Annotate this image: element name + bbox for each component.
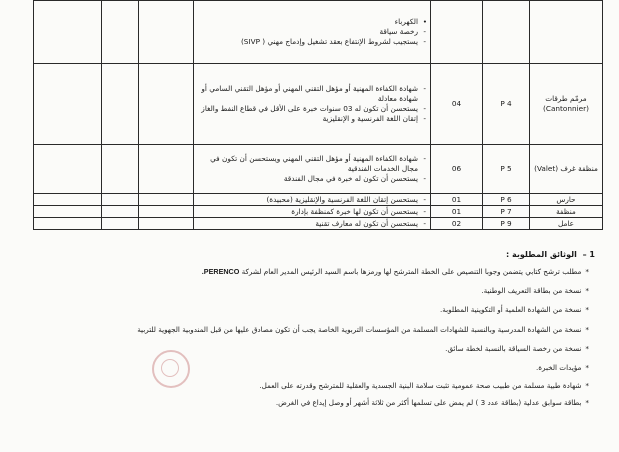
post-code-cell — [483, 1, 530, 64]
condition-item: - شهادة الكفاءة المهنية أو مؤهل التقني المهني أو مؤهل التقني السامي أو شهادة معادلة — [197, 84, 427, 104]
bullet-icon: * — [585, 305, 589, 314]
empty-cell — [34, 64, 102, 145]
conditions-cell — [194, 64, 431, 145]
section-title: الوثائق المطلوبة : — [506, 250, 577, 259]
empty-cell — [102, 218, 139, 230]
document-item: *مؤيدات الخبرة. — [536, 363, 589, 372]
document-item: *مطلب ترشح كتابي يتضمن وجوبا التنصيص على الخطة المترشح لها ورمزها باسم السيد الرئيس المدير العام لشركة PERENCO. — [201, 267, 589, 276]
bullet-icon: * — [585, 381, 589, 390]
bullet-icon: * — [585, 363, 589, 372]
empty-cell — [34, 206, 102, 218]
post-count-cell: 02 — [431, 218, 483, 230]
post-count-cell: 01 — [431, 206, 483, 218]
empty-cell — [139, 194, 194, 206]
condition-item: - يستجيب لشروط الإنتفاع بعقد تشغيل وإدماج مهني ( SIVP) — [197, 37, 427, 47]
condition-item: - شهادة الكفاءة المهنية أو مؤهل التقني المهني ويستحسن أن تكون في مجال الخدمات الفندقية — [197, 154, 427, 174]
table-row — [34, 194, 603, 206]
section-number: 1 – — [582, 250, 595, 259]
document-item: *شهادة طبية مسلمة من طبيب صحة عمومية تثبت سلامة البنية الجسدية والعقلية للمترشح وقدرته على العمل. — [259, 381, 589, 390]
post-count-cell — [431, 1, 483, 64]
bullet-icon: * — [585, 398, 589, 407]
document-item: *نسخة من رخصة السياقة بالنسبة لخطة سائق. — [445, 344, 589, 353]
empty-cell — [139, 218, 194, 230]
bullet-icon: * — [585, 325, 589, 334]
condition-item: • الكهرباء — [197, 17, 427, 27]
empty-cell — [139, 1, 194, 64]
conditions-cell — [194, 194, 431, 206]
empty-cell — [102, 194, 139, 206]
condition-item: - يستحسن أن تكون له خبرة في مجال الفندقة — [197, 174, 427, 184]
document-item: *نسخة من الشهادة العلمية أو التكوينية المطلوبة. — [440, 305, 589, 314]
post-name-cell: عامل — [530, 218, 603, 230]
post-count-cell: 04 — [431, 64, 483, 145]
company-name: PERENCO. — [201, 267, 240, 276]
condition-item: - يستحسن أن تكون له 03 سنوات خبرة على الأقل في قطاع النفط والغاز — [197, 104, 427, 114]
condition-item: - إتقان اللغة الفرنسية و الإنقليزية — [197, 114, 427, 124]
empty-cell — [34, 218, 102, 230]
empty-cell — [34, 145, 102, 194]
table-row — [34, 218, 603, 230]
official-stamp-icon — [152, 350, 190, 388]
condition-item: - رخصة سياقة — [197, 27, 427, 37]
post-code-cell: P 7 — [483, 206, 530, 218]
conditions-cell — [194, 145, 431, 194]
table-row — [34, 145, 603, 194]
post-code-cell: P 4 — [483, 64, 530, 145]
bullet-icon: * — [585, 344, 589, 353]
post-name-cell: مرمّم طرقات (Cantonnier) — [530, 64, 603, 145]
conditions-cell — [194, 1, 431, 64]
post-name-cell: منظفة — [530, 206, 603, 218]
bullet-icon: * — [585, 267, 589, 276]
condition-item: - يستحسن أن تكون له معارف تقنية — [197, 219, 427, 229]
conditions-cell — [194, 206, 431, 218]
post-code-cell: P 6 — [483, 194, 530, 206]
table-row — [34, 1, 603, 64]
post-code-cell: P 5 — [483, 145, 530, 194]
table-row — [34, 206, 603, 218]
empty-cell — [139, 64, 194, 145]
section-heading — [506, 250, 595, 259]
empty-cell — [102, 64, 139, 145]
post-name-cell: حارس — [530, 194, 603, 206]
bullet-icon: * — [585, 286, 589, 295]
condition-item: - يستحسن أن تكون لها خبرة كمنظفة بإدارة — [197, 207, 427, 217]
condition-item: - يستحسن إتقان اللغة الفرنسية والإنقليزية (محبيدة) — [197, 195, 427, 205]
post-code-cell: P 9 — [483, 218, 530, 230]
positions-table — [33, 0, 603, 230]
empty-cell — [139, 145, 194, 194]
post-name-cell: منظفة غرف (Valet) — [530, 145, 603, 194]
empty-cell — [102, 206, 139, 218]
document-item: *بطاقة سوابق عدلية (بطاقة عدد 3 ) لم يمض على تسلمها أكثر من ثلاثة أشهر أو وصل إيداع في الغرض. — [275, 398, 589, 407]
document-item: *نسخة من بطاقة التعريف الوطنية. — [481, 286, 589, 295]
empty-cell — [102, 1, 139, 64]
post-count-cell: 06 — [431, 145, 483, 194]
post-name-cell — [530, 1, 603, 64]
empty-cell — [34, 194, 102, 206]
empty-cell — [102, 145, 139, 194]
post-count-cell: 01 — [431, 194, 483, 206]
document-item: *نسخة من الشهادة المدرسية وبالنسبة للشهادات المسلمة من المؤسسات التربوية الخاصة يجب أن تكون مصادق عليها من قبل المندوبية الجهوية للتربية — [137, 325, 589, 334]
empty-cell — [139, 206, 194, 218]
table-row — [34, 64, 603, 145]
empty-cell — [34, 1, 102, 64]
conditions-cell — [194, 218, 431, 230]
